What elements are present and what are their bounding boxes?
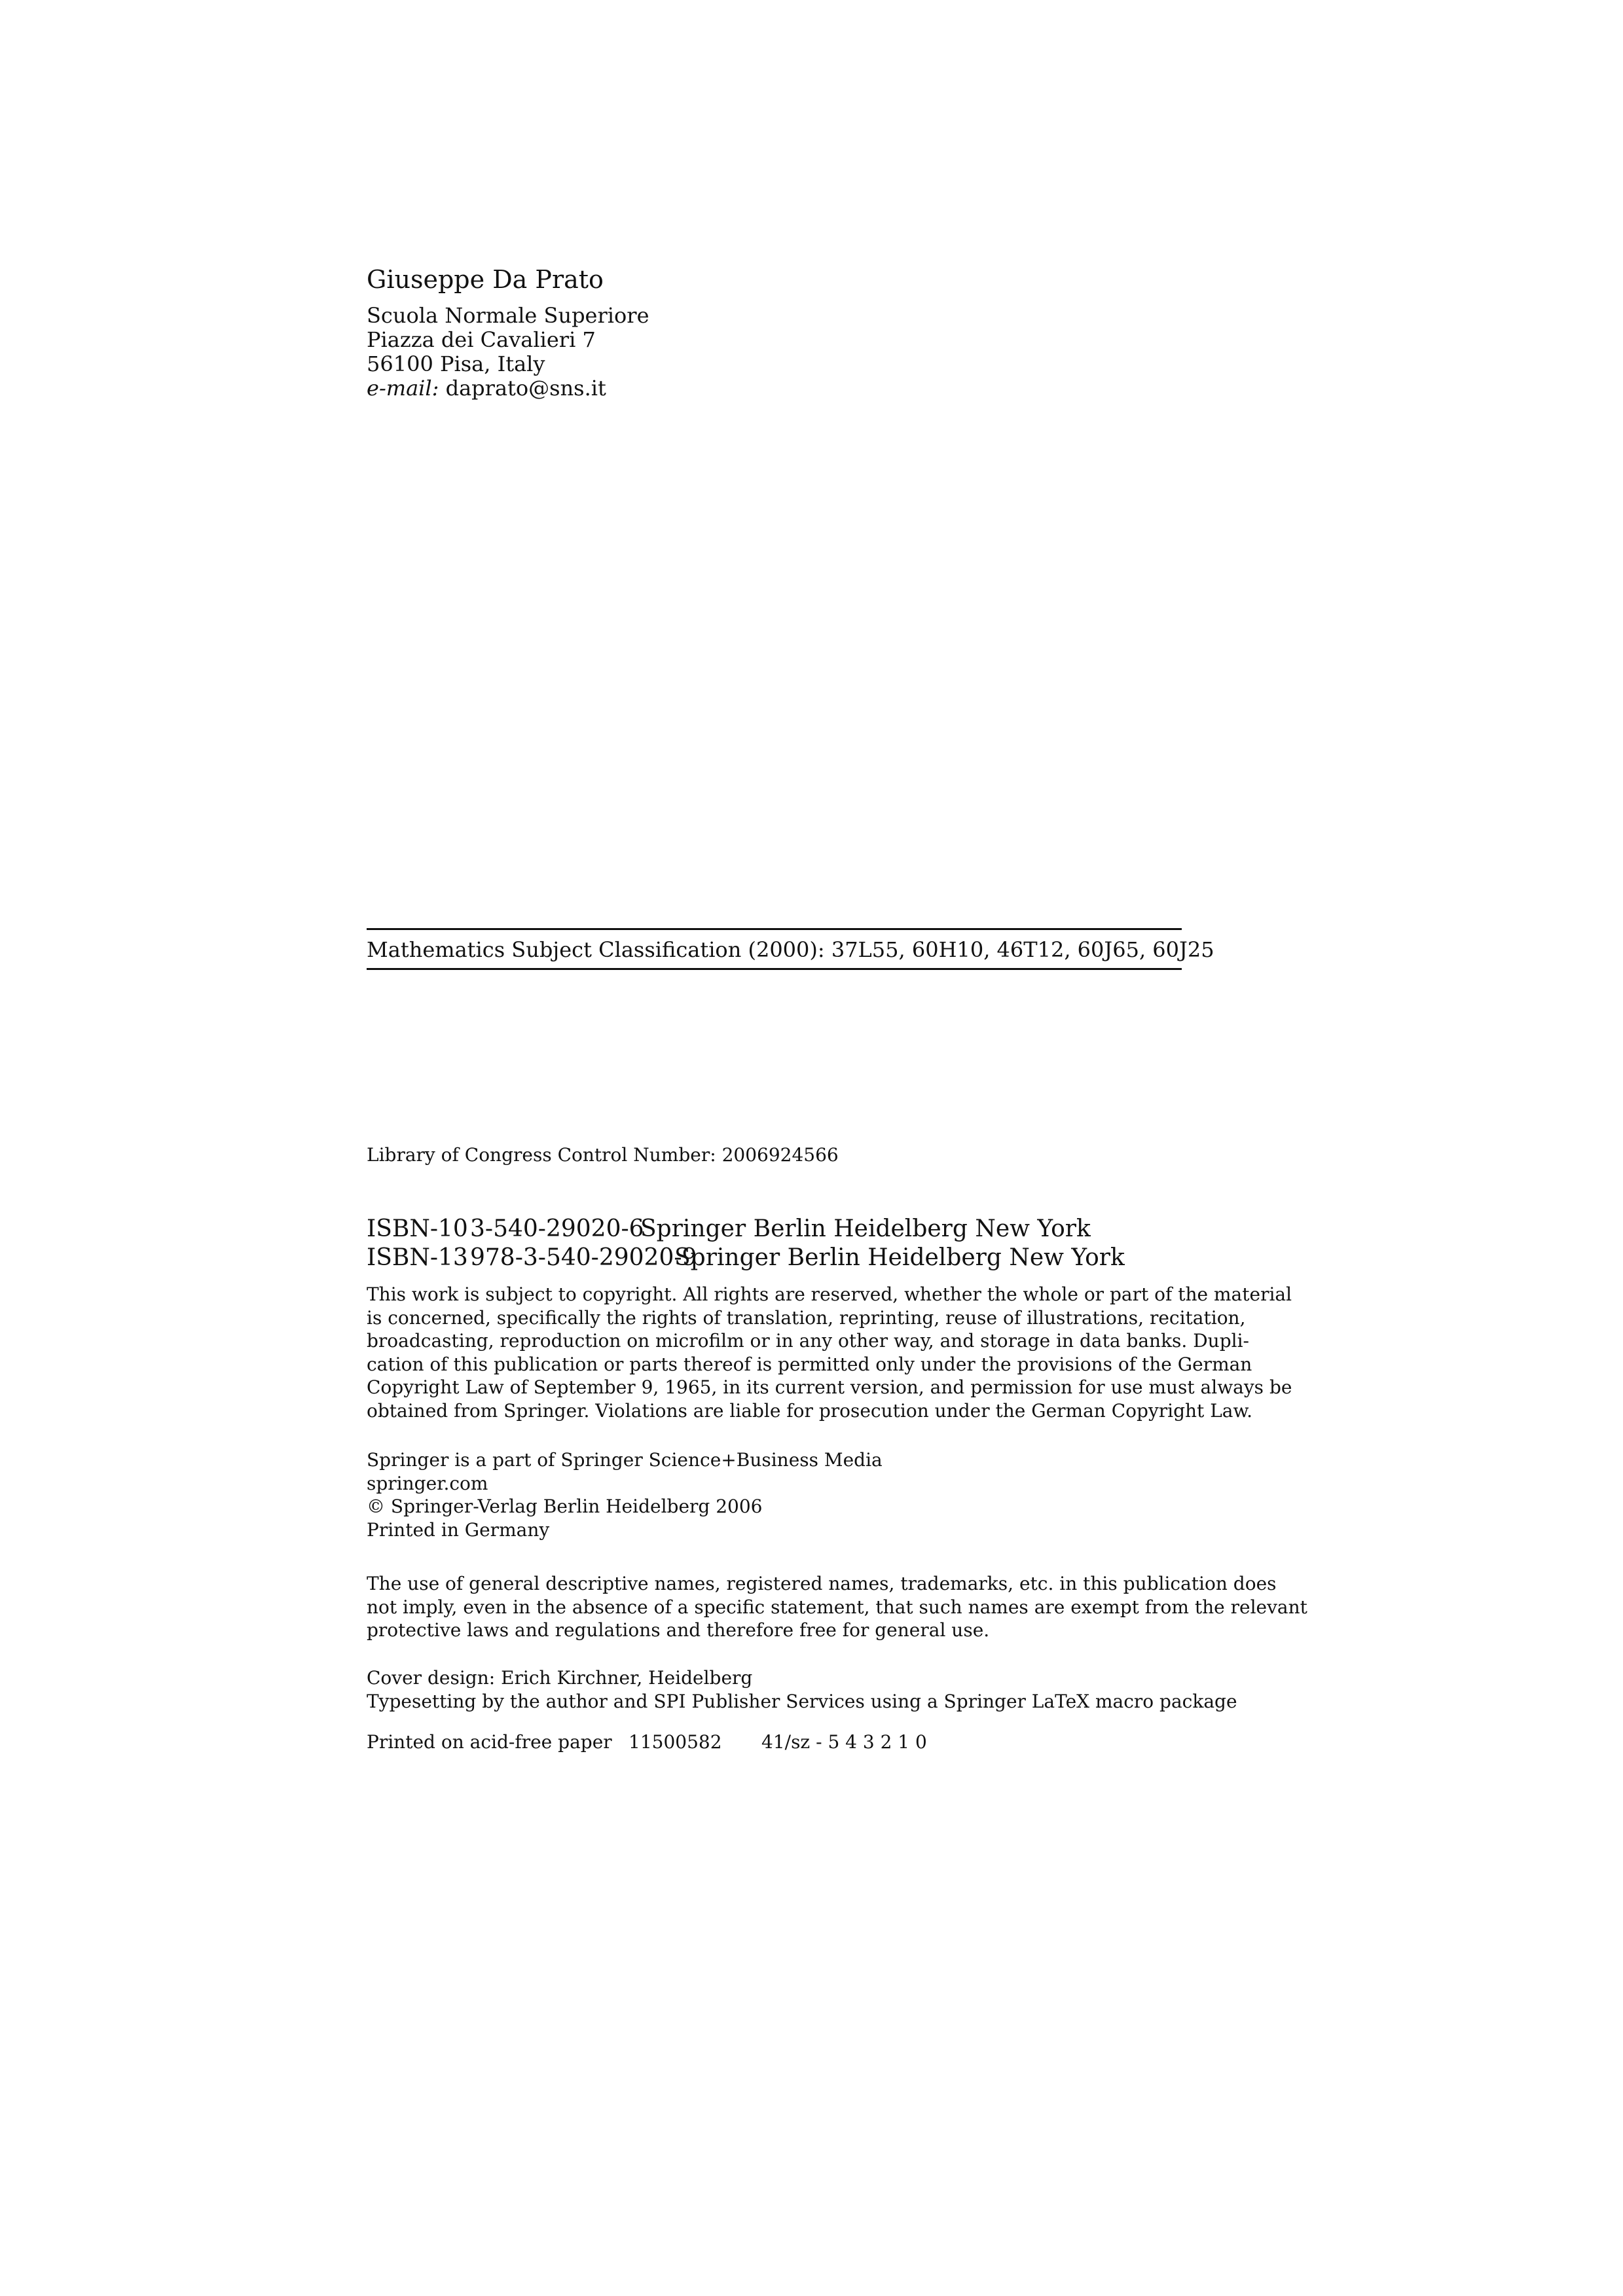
printing-info	[367, 1731, 1182, 1753]
paper-note: Printed on acid-free paper	[367, 1731, 612, 1753]
address-line-institution: Scuola Normale Superiore	[367, 303, 649, 328]
publisher-website: springer.com	[367, 1472, 488, 1494]
isbn-publisher: Springer Berlin Heidelberg New York	[674, 1244, 1125, 1271]
paragraph-line: protective laws and regulations and therefore free for general use.	[367, 1619, 990, 1641]
copyright-paragraph	[367, 1283, 1292, 1422]
author-block	[367, 267, 1182, 401]
paragraph-line: cation of this publication or parts thereof is permitted only under the provisions of the German	[367, 1353, 1252, 1375]
trademark-paragraph	[367, 1572, 1307, 1642]
author-name: Giuseppe Da Prato	[367, 265, 604, 294]
paragraph-line: The use of general descriptive names, registered names, trademarks, etc. in this publication does	[367, 1573, 1277, 1594]
subject-classification	[367, 928, 1214, 970]
isbn-13-row	[367, 1244, 1182, 1272]
isbn-block	[367, 1215, 1182, 1272]
typesetting-credit: Typesetting by the author and SPI Publisher Services using a Springer LaTeX macro package	[367, 1690, 1237, 1712]
print-batch: 41/sz - 5 4 3 2 1 0	[761, 1731, 927, 1753]
publisher-info	[367, 1448, 1182, 1541]
email-label: e-mail:	[367, 376, 439, 401]
msc-text: Mathematics Subject Classification (2000): 37L55, 60H10, 46T12, 60J65, 60J25	[367, 937, 1214, 962]
paragraph-line: This work is subject to copyright. All rights are reserved, whether the whole or part of the material	[367, 1283, 1292, 1305]
address-line-street: Piazza dei Cavalieri 7	[367, 327, 596, 352]
paragraph-line: is concerned, specifically the rights of translation, reprinting, reuse of illustrations, recitation,	[367, 1306, 1246, 1329]
isbn-number: 978-3-540-29020-9	[470, 1244, 697, 1271]
isbn-10-row	[367, 1215, 1182, 1244]
isbn-number: 3-540-29020-6	[470, 1215, 644, 1242]
paragraph-line: not imply, even in the absence of a specific statement, that such names are exempt from the relevant	[367, 1596, 1307, 1618]
isbn-publisher: Springer Berlin Heidelberg New York	[640, 1215, 1091, 1242]
email-line	[367, 376, 1182, 401]
publisher-parent: Springer is a part of Springer Science+Business Media	[367, 1449, 883, 1471]
address-line-city: 56100 Pisa, Italy	[367, 351, 545, 376]
credits-block	[367, 1666, 1237, 1713]
isbn-label: ISBN-10	[367, 1215, 468, 1242]
copyright-notice: © Springer-Verlag Berlin Heidelberg 2006	[367, 1496, 763, 1517]
paragraph-line: broadcasting, reproduction on microfilm or in any other way, and storage in data banks. Dupli-	[367, 1330, 1250, 1352]
print-code: 11500582	[629, 1731, 722, 1753]
lccn-line: Library of Congress Control Number: 2006924566	[367, 1144, 839, 1166]
paragraph-line: obtained from Springer. Violations are liable for prosecution under the German Copyright Law.	[367, 1399, 1253, 1422]
printed-country: Printed in Germany	[367, 1518, 550, 1541]
cover-design-credit: Cover design: Erich Kirchner, Heidelberg	[367, 1667, 753, 1689]
email-address: daprato@sns.it	[445, 376, 606, 401]
paragraph-line: Copyright Law of September 9, 1965, in its current version, and permission for use must always be	[367, 1376, 1292, 1398]
isbn-label: ISBN-13	[367, 1244, 468, 1271]
